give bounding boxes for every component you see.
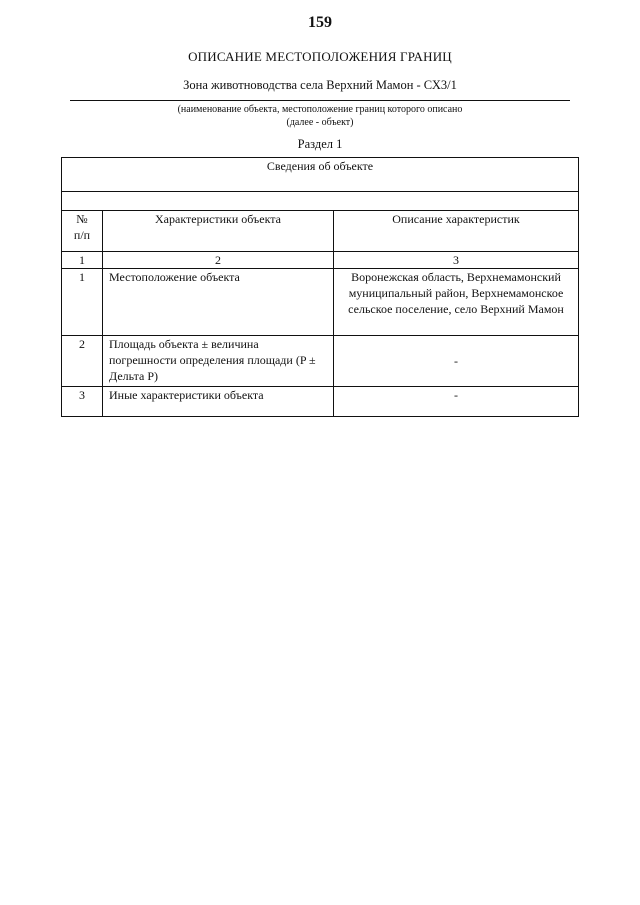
- row-num: 1: [62, 269, 103, 336]
- table-header-row: [62, 158, 579, 192]
- row-characteristic: Площадь объекта ± величина погрешности определения площади (P ± Дельта P): [103, 336, 334, 387]
- section-title: Раздел 1: [297, 137, 343, 151]
- column-header-num-line-1: №: [76, 212, 88, 226]
- document-title: ОПИСАНИЕ МЕСТОПОЛОЖЕНИЯ ГРАНИЦ: [188, 49, 452, 64]
- object-info-table: [61, 157, 579, 417]
- column-numbers-row: [62, 252, 579, 269]
- page-number: 159: [308, 14, 332, 31]
- column-header-description: Описание характеристик: [334, 211, 579, 252]
- empty-cell: [62, 192, 579, 211]
- title-underline: [70, 100, 570, 101]
- column-number-3: 3: [334, 252, 579, 269]
- caption-line-2: (далее - объект): [286, 117, 354, 128]
- row-characteristic: Местоположение объекта: [103, 269, 334, 336]
- object-caption: [0, 103, 640, 129]
- object-name: Зона животноводства села Верхний Мамон - СХ3/1: [183, 78, 457, 92]
- column-number-2: 2: [103, 252, 334, 269]
- row-description: Воронежская область, Верхнемамонский муниципальный район, Верхнемамонское сельское поселение, село Верхний Мамон: [334, 269, 579, 336]
- table-row: [62, 269, 579, 336]
- column-header-num-line-2: п/п: [73, 228, 91, 242]
- table-row: [62, 336, 579, 387]
- column-headers-row: [62, 211, 579, 252]
- table-header: Сведения об объекте: [62, 158, 579, 192]
- caption-line-1: (наименование объекта, местоположение границ которого описано: [177, 104, 463, 115]
- row-num: 2: [62, 336, 103, 387]
- row-description: -: [334, 336, 579, 387]
- row-description: -: [334, 387, 579, 417]
- column-header-characteristic: Характеристики объекта: [103, 211, 334, 252]
- row-num: 3: [62, 387, 103, 417]
- table-row: [62, 387, 579, 417]
- column-number-1: 1: [62, 252, 103, 269]
- row-characteristic: Иные характеристики объекта: [103, 387, 334, 417]
- table-empty-row: [62, 192, 579, 211]
- column-header-num: [62, 211, 103, 252]
